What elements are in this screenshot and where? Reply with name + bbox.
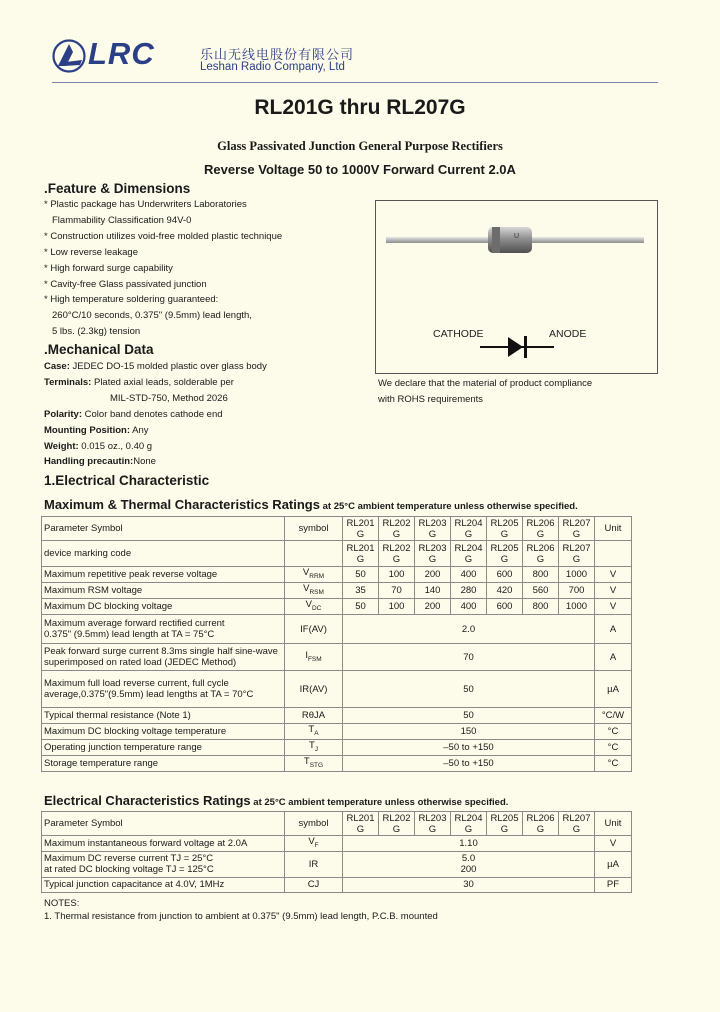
header-part: RL201 G [343, 517, 379, 541]
section-heading: 1.Electrical Characteristic [44, 473, 210, 488]
header-part: RL205 G [487, 812, 523, 836]
param-cell: Maximum full load reverse current, full cycle average,0.375"(9.5mm) lead lengths at TA = 70°C [42, 671, 285, 708]
header-part: RL206 G [523, 812, 559, 836]
header-unit: Unit [595, 517, 632, 541]
feature-item: * Plastic package has Underwriters Laboratories [44, 199, 247, 210]
unit-cell: °C/W [595, 708, 632, 724]
unit-cell: V [595, 567, 632, 583]
value-cell: 400 [451, 599, 487, 615]
mechanical-row: Polarity: Color band denotes cathode end [44, 408, 223, 420]
marking-code: RL205 G [487, 541, 523, 567]
feature-item: * High forward surge capability [44, 262, 173, 274]
table-row [42, 851, 632, 877]
table-row [42, 541, 632, 567]
feature-item: * Low reverse leakage [44, 246, 138, 258]
unit-cell [595, 541, 632, 567]
header-part: RL206 G [523, 517, 559, 541]
param-cell: Maximum RSM voltage [42, 583, 285, 599]
value-cell: 700 [559, 583, 595, 599]
header-part: RL207 G [559, 517, 595, 541]
unit-cell: V [595, 583, 632, 599]
param-cell: Maximum DC blocking voltage [42, 599, 285, 615]
param-cell: Typical junction capacitance at 4.0V, 1MHz [42, 877, 285, 892]
value-cell: 70 [379, 583, 415, 599]
notes-heading: NOTES: [44, 898, 80, 909]
subtitle: Glass Passivated Junction General Purpose Rectifiers [217, 139, 503, 153]
thermal-heading: Maximum & Thermal Characteristics Ratings at 25°C ambient temperature unless otherwise specified. [44, 497, 578, 512]
value-cell: 1.10 [343, 836, 595, 852]
features-list [44, 197, 364, 340]
feature-item: Flammability Classification 94V-0 [52, 214, 192, 226]
mechanical-list [44, 359, 374, 470]
symbol-cell: IR(AV) [285, 671, 343, 708]
cathode-label: CATHODE [433, 328, 484, 340]
value-cell: 1000 [559, 599, 595, 615]
declaration-line: We declare that the material of product compliance [378, 378, 593, 389]
symbol-cell: $T_J$ [285, 740, 343, 756]
symbol-cell: RθJA [285, 708, 343, 724]
param-cell: Typical thermal resistance (Note 1) [42, 708, 285, 724]
header-part: RL204 G [451, 812, 487, 836]
feature-item: 5 lbs. (2.3kg) tension [52, 326, 141, 338]
company-name-cn: 乐山无线电股份有限公司 [200, 48, 355, 63]
table-row [42, 671, 632, 708]
table-row [42, 567, 632, 583]
logo-text: LRC [88, 36, 155, 71]
value-cell: 280 [451, 583, 487, 599]
symbol-cell: IF(AV) [285, 615, 343, 644]
notes [44, 897, 438, 923]
value-cell: 50 [343, 671, 595, 708]
mechanical-row: Mounting Position: Any [44, 424, 149, 436]
rohs-declaration [378, 376, 648, 408]
value-cell: 800 [523, 599, 559, 615]
table-row [42, 877, 632, 892]
param-cell: Maximum DC reverse current TJ = 25°C at rated DC blocking voltage TJ = 125°C [42, 851, 285, 877]
symbol-cell: IR [285, 851, 343, 877]
value-cell: 600 [487, 567, 523, 583]
anode-label: ANODE [549, 328, 587, 340]
mechanical-heading: .Mechanical Data [44, 342, 154, 357]
ratings-line: Reverse Voltage 50 to 1000V Forward Current 2.0A [204, 162, 516, 177]
value-cell: 200 [415, 599, 451, 615]
unit-cell: °C [595, 740, 632, 756]
param-cell: Peak forward surge current 8.3ms single half sine-wave superimposed on rated load (JEDEC Method) [42, 644, 285, 671]
feature-item: * High temperature soldering guaranteed: [44, 294, 219, 306]
table-row [42, 644, 632, 671]
unit-cell: A [595, 644, 632, 671]
header-part: RL202 G [379, 517, 415, 541]
value-cell: 150 [343, 724, 595, 740]
note-item: 1. Thermal resistance from junction to ambient at 0.375" (9.5mm) lead length, P.C.B. mounted [44, 911, 438, 922]
header-part: RL205 G [487, 517, 523, 541]
diode-symbol-triangle [508, 337, 523, 357]
symbol-cell: $T_A$ [285, 724, 343, 740]
diode-illustration [376, 201, 657, 373]
value-cell: 5.0 200 [343, 851, 595, 877]
value-cell: 70 [343, 644, 595, 671]
value-cell: 1000 [559, 567, 595, 583]
symbol-cell: $V_{DC}$ [285, 599, 343, 615]
marking-label: device marking code [42, 541, 285, 567]
electrical-heading: Electrical Characteristics Ratings at 25°C ambient temperature unless otherwise specified. [44, 793, 509, 808]
value-cell: 35 [343, 583, 379, 599]
body-mark: U [514, 233, 520, 240]
page-title: RL201G thru RL207G [254, 96, 466, 119]
value-cell: 600 [487, 599, 523, 615]
value-cell: 100 [379, 599, 415, 615]
table-row [42, 583, 632, 599]
declaration-line: with ROHS requirements [378, 394, 484, 405]
marking-code: RL204 G [451, 541, 487, 567]
mechanical-row: Handling precautin:None [44, 456, 156, 468]
cathode-band [492, 227, 500, 253]
header-part: RL203 G [415, 517, 451, 541]
mechanical-row: Terminals: Plated axial leads, solderable per [44, 376, 234, 388]
table-row [42, 836, 632, 852]
features-heading: .Feature & Dimensions [44, 181, 191, 196]
mechanical-row: Weight: 0.015 oz., 0.40 g [44, 440, 153, 452]
param-cell: Maximum DC blocking voltage temperature [42, 724, 285, 740]
value-cell: –50 to +150 [343, 740, 595, 756]
value-cell: 420 [487, 583, 523, 599]
value-cell: –50 to +150 [343, 756, 595, 772]
value-cell: 560 [523, 583, 559, 599]
symbol-cell: $V_F$ [285, 836, 343, 852]
feature-item: * Construction utilizes void-free molded plastic technique [44, 230, 283, 242]
value-cell: 30 [343, 877, 595, 892]
value-cell: 800 [523, 567, 559, 583]
table-row [42, 708, 632, 724]
diode-symbol-bar [524, 336, 527, 358]
header-part: RL202 G [379, 812, 415, 836]
header-part: RL203 G [415, 812, 451, 836]
value-cell: 400 [451, 567, 487, 583]
symbol-cell: $V_{RRM}$ [285, 567, 343, 583]
thermal-table [41, 516, 632, 772]
value-cell: 100 [379, 567, 415, 583]
symbol-cell: $V_{RSM}$ [285, 583, 343, 599]
feature-item: 260°C/10 seconds, 0.375" (9.5mm) lead length, [52, 310, 252, 322]
param-cell: Maximum average forward rectified current 0.375" (9.5mm) lead length at TA = 75°C [42, 615, 285, 644]
electrical-table [41, 811, 632, 893]
header-param: Parameter Symbol [42, 517, 285, 541]
marking-code: RL206 G [523, 541, 559, 567]
table-row [42, 615, 632, 644]
header-param: Parameter Symbol [42, 812, 285, 836]
param-cell: Maximum repetitive peak reverse voltage [42, 567, 285, 583]
value-cell: 140 [415, 583, 451, 599]
marking-code: RL201 G [343, 541, 379, 567]
symbol-cell [285, 541, 343, 567]
unit-cell: PF [595, 877, 632, 892]
marking-code: RL207 G [559, 541, 595, 567]
header-symbol: symbol [285, 517, 343, 541]
header-part: RL201 G [343, 812, 379, 836]
header-divider [52, 82, 658, 83]
param-cell: Operating junction temperature range [42, 740, 285, 756]
value-cell: 50 [343, 599, 379, 615]
marking-code: RL202 G [379, 541, 415, 567]
header-part: RL207 G [559, 812, 595, 836]
unit-cell: µA [595, 671, 632, 708]
value-cell: 200 [415, 567, 451, 583]
header-unit: Unit [595, 812, 632, 836]
header-part: RL204 G [451, 517, 487, 541]
symbol-cell: $I_{FSM}$ [285, 644, 343, 671]
value-cell: 2.0 [343, 615, 595, 644]
mechanical-row: MIL-STD-750, Method 2026 [110, 392, 228, 404]
company-name-en: Leshan Radio Company, Ltd [200, 61, 345, 73]
header-symbol: symbol [285, 812, 343, 836]
marking-code: RL203 G [415, 541, 451, 567]
table-row [42, 517, 632, 541]
symbol-cell: $T_{STG}$ [285, 756, 343, 772]
feature-item: * Cavity-free Glass passivated junction [44, 278, 207, 290]
table-row [42, 599, 632, 615]
unit-cell: A [595, 615, 632, 644]
param-cell: Maximum instantaneous forward voltage at 2.0A [42, 836, 285, 852]
value-cell: 50 [343, 567, 379, 583]
unit-cell: V [595, 599, 632, 615]
value-cell: 50 [343, 708, 595, 724]
table-row [42, 812, 632, 836]
unit-cell: °C [595, 756, 632, 772]
table-row [42, 740, 632, 756]
mechanical-row: Case: JEDEC DO-15 molded plastic over glass body [44, 361, 267, 372]
unit-cell: V [595, 836, 632, 852]
param-cell: Storage temperature range [42, 756, 285, 772]
table-row [42, 724, 632, 740]
package-diagram [375, 200, 658, 374]
unit-cell: µA [595, 851, 632, 877]
symbol-cell: CJ [285, 877, 343, 892]
unit-cell: °C [595, 724, 632, 740]
table-row [42, 756, 632, 772]
